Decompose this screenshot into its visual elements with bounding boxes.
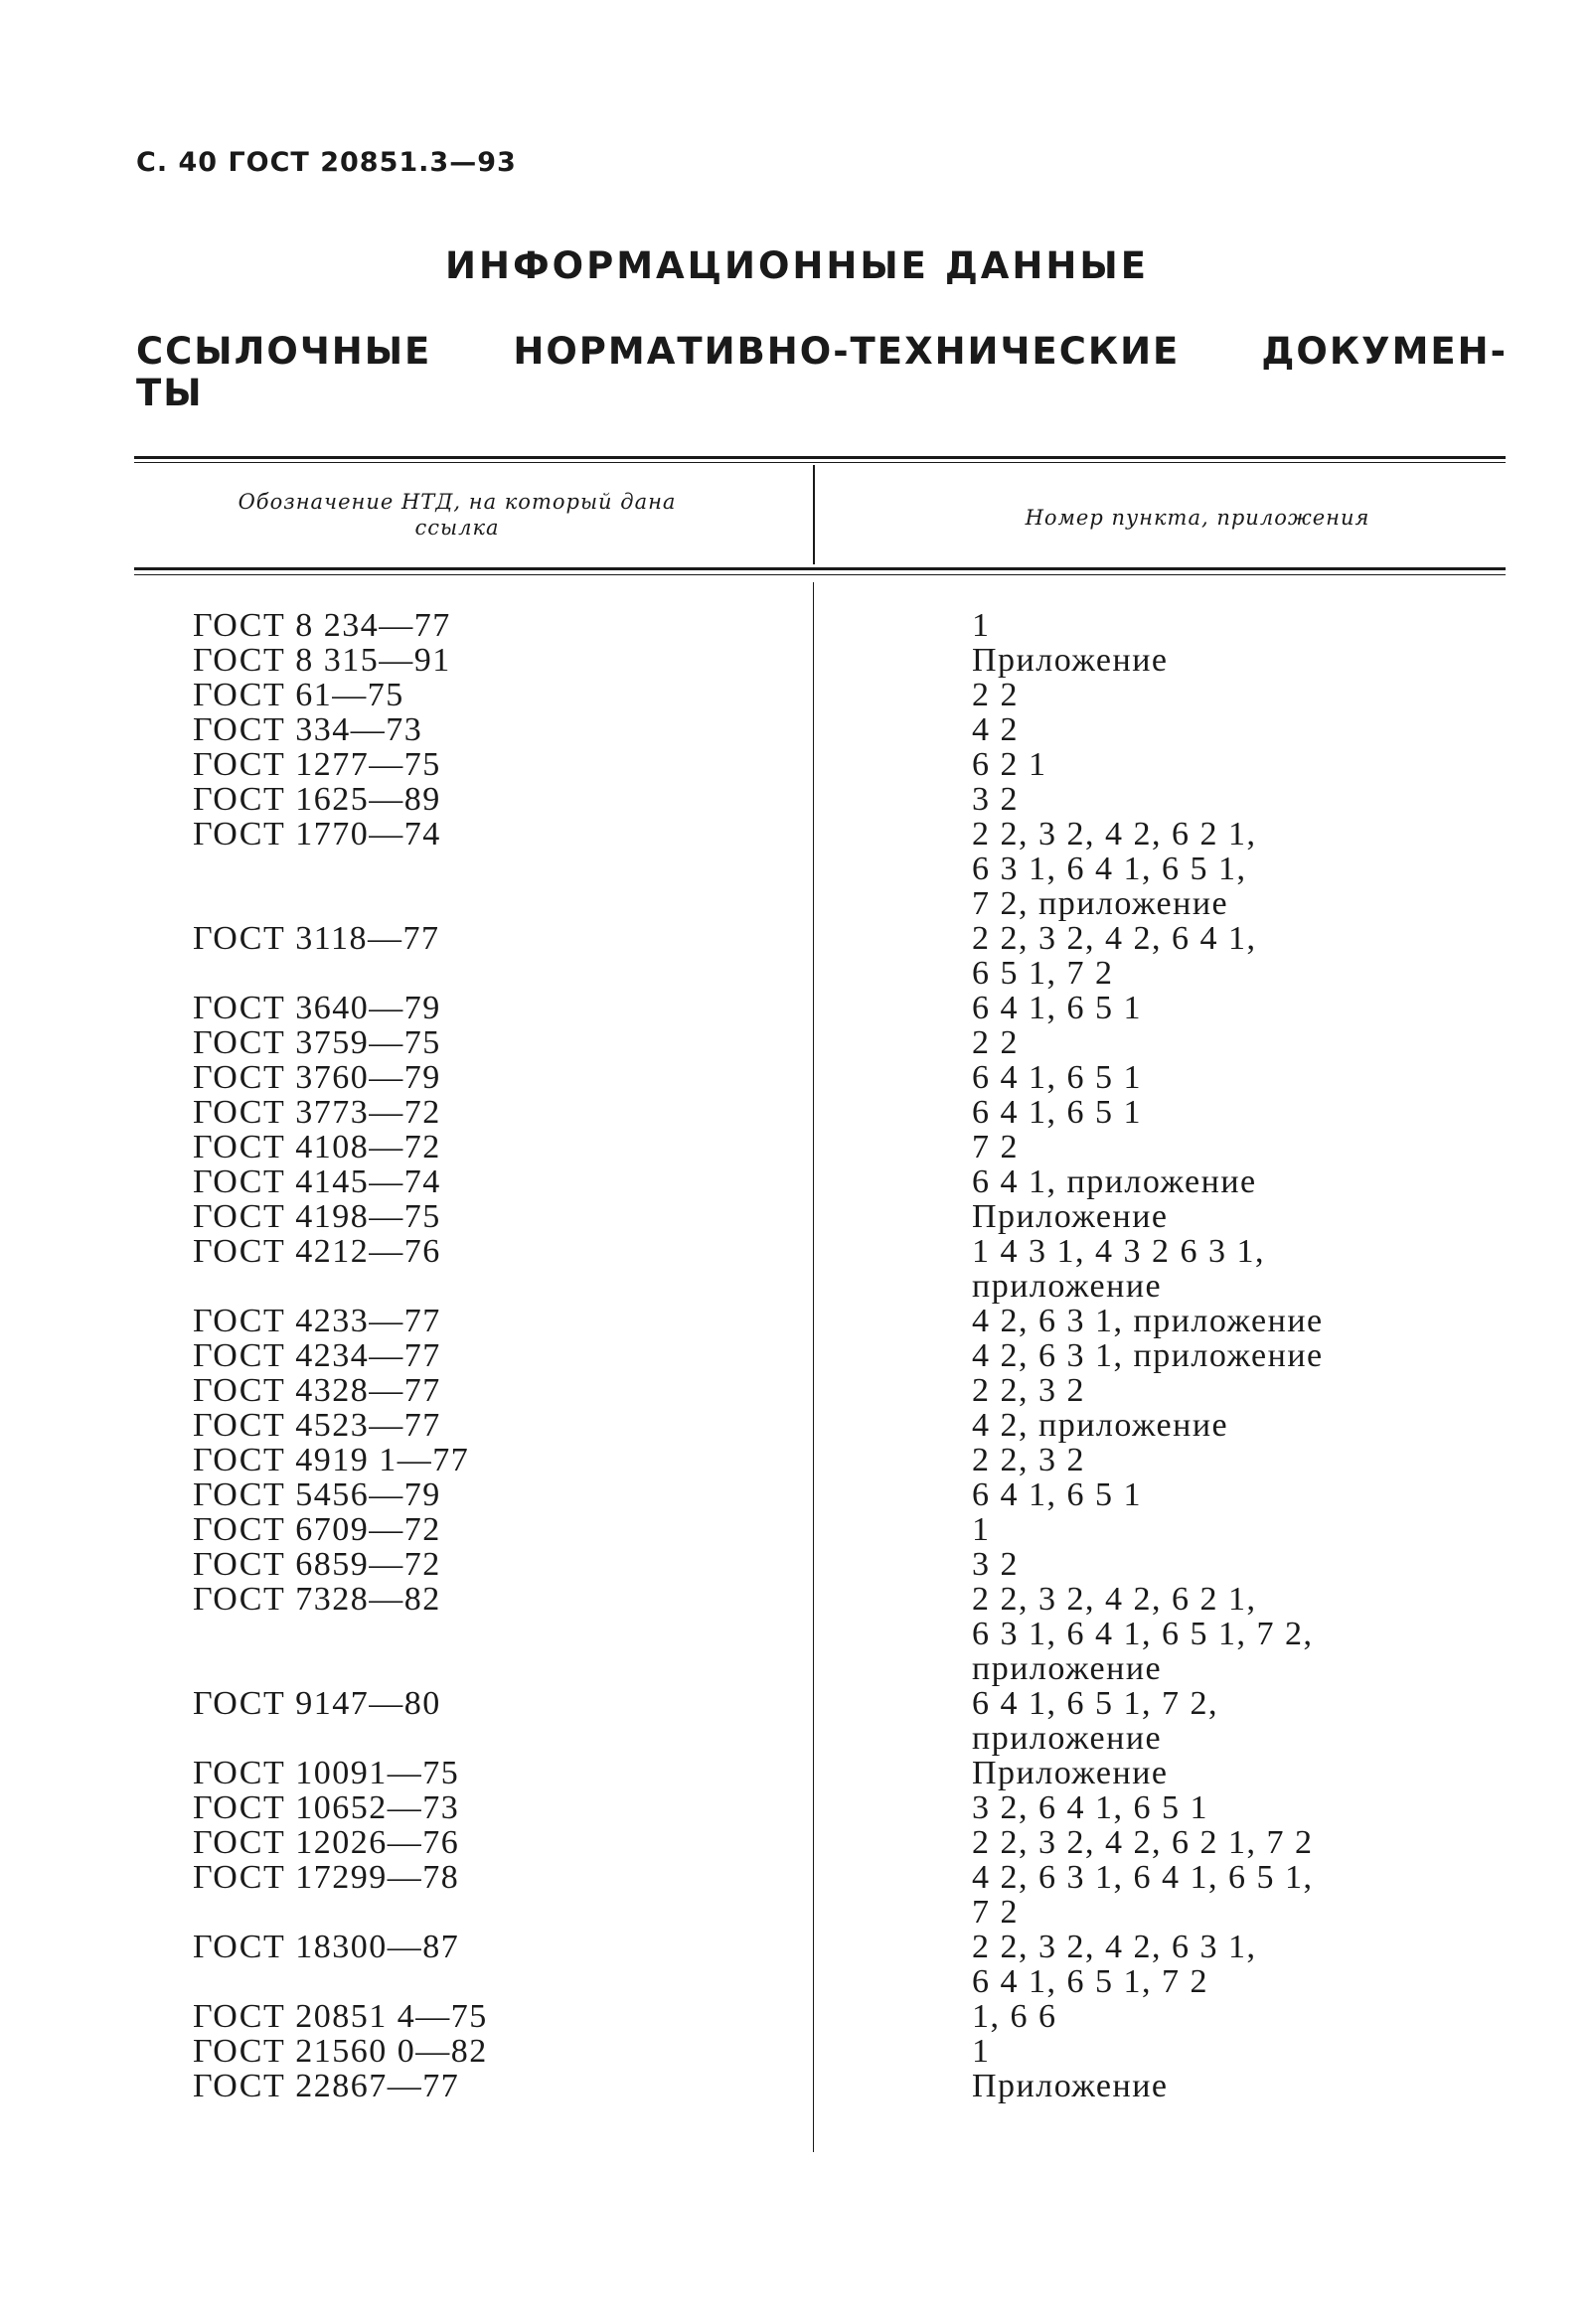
table-row-clause: 7 2 — [972, 1894, 1019, 1931]
table-row-designation: ГОСТ 17299—78 — [193, 1859, 460, 1896]
table-row-clause: 4 2 — [972, 711, 1019, 748]
table-row-clause: Приложение — [972, 642, 1169, 679]
table-row-clause: 2 2, 3 2, 4 2, 6 3 1, — [972, 1929, 1257, 1965]
table-row-designation: ГОСТ 4328—77 — [193, 1372, 441, 1409]
table-row-clause: 6 3 1, 6 4 1, 6 5 1, — [972, 851, 1247, 887]
header-bottom-rule-thin — [134, 574, 1506, 575]
table-row-designation: ГОСТ 6709—72 — [193, 1511, 441, 1548]
table-row-clause: 6 5 1, 7 2 — [972, 955, 1114, 992]
table-top-rule-thin — [134, 462, 1506, 463]
table-row-clause: приложение — [972, 1268, 1163, 1305]
table-row-designation: ГОСТ 10652—73 — [193, 1789, 460, 1826]
table-row-designation: ГОСТ 3773—72 — [193, 1094, 441, 1131]
table-row-clause: 4 2, 6 3 1, 6 4 1, 6 5 1, — [972, 1859, 1314, 1896]
subtitle-line-2: ТЫ — [136, 372, 204, 414]
table-row-designation: ГОСТ 3640—79 — [193, 990, 441, 1026]
table-row-clause: Приложение — [972, 1755, 1169, 1791]
table-row-clause: 2 2 — [972, 677, 1019, 713]
table-row-designation: ГОСТ 6859—72 — [193, 1546, 441, 1583]
subtitle-word-2: НОРМАТИВНО-ТЕХНИЧЕСКИЕ — [513, 330, 1181, 373]
section-subtitle — [136, 331, 1508, 414]
table-row-clause: приложение — [972, 1720, 1163, 1757]
table-row-clause: 6 4 1, приложение — [972, 1163, 1257, 1200]
column-header-clause: Номер пункта, приложения — [1025, 506, 1370, 530]
table-row-clause: 7 2, приложение — [972, 885, 1229, 922]
table-row-designation: ГОСТ 10091—75 — [193, 1755, 460, 1791]
table-row-designation: ГОСТ 9147—80 — [193, 1685, 441, 1722]
table-row-designation: ГОСТ 8 315—91 — [193, 642, 451, 679]
header-column-divider — [813, 465, 815, 564]
table-row-clause: 7 2 — [972, 1129, 1019, 1165]
table-row-designation: ГОСТ 8 234—77 — [193, 607, 451, 644]
body-column-divider — [813, 582, 814, 2152]
table-row-clause: 3 2 — [972, 1546, 1019, 1583]
table-row-clause: 6 3 1, 6 4 1, 6 5 1, 7 2, — [972, 1616, 1314, 1652]
table-row-designation: ГОСТ 4919 1—77 — [193, 1442, 470, 1478]
table-row-clause: 6 2 1 — [972, 746, 1047, 783]
table-row-clause: 6 4 1, 6 5 1 — [972, 1094, 1142, 1131]
table-row-clause: 2 2, 3 2, 4 2, 6 2 1, — [972, 816, 1257, 852]
table-row-clause: 2 2, 3 2, 4 2, 6 4 1, — [972, 920, 1257, 957]
table-row-clause: 2 2, 3 2 — [972, 1442, 1085, 1478]
table-row-clause: 6 4 1, 6 5 1, 7 2, — [972, 1685, 1218, 1722]
table-row-designation: ГОСТ 21560 0—82 — [193, 2033, 488, 2070]
table-row-designation: ГОСТ 3760—79 — [193, 1059, 441, 1096]
table-row-clause: 1 — [972, 2033, 991, 2070]
table-row-clause: 4 2, приложение — [972, 1407, 1229, 1444]
page-header: С. 40 ГОСТ 20851.3—93 — [136, 147, 517, 178]
subtitle-word-1: ССЫЛОЧНЫЕ — [136, 330, 432, 373]
table-row-clause: 1, 6 6 — [972, 1998, 1057, 2035]
table-row-clause: 2 2, 3 2 — [972, 1372, 1085, 1409]
table-row-designation: ГОСТ 7328—82 — [193, 1581, 441, 1618]
table-row-clause: 4 2, 6 3 1, приложение — [972, 1337, 1324, 1374]
table-row-designation: ГОСТ 1770—74 — [193, 816, 441, 852]
table-row-clause: 2 2, 3 2, 4 2, 6 2 1, 7 2 — [972, 1824, 1314, 1861]
header-bottom-rule — [134, 567, 1506, 570]
table-row-clause: 3 2 — [972, 781, 1019, 818]
table-row-clause: Приложение — [972, 1198, 1169, 1235]
table-row-clause: 1 4 3 1, 4 3 2 6 3 1, — [972, 1233, 1265, 1270]
table-row-clause: 6 4 1, 6 5 1, 7 2 — [972, 1963, 1208, 2000]
table-row-designation: ГОСТ 5456—79 — [193, 1476, 441, 1513]
table-row-clause: 2 2, 3 2, 4 2, 6 2 1, — [972, 1581, 1257, 1618]
table-row-designation: ГОСТ 4233—77 — [193, 1303, 441, 1339]
table-row-designation: ГОСТ 4198—75 — [193, 1198, 441, 1235]
table-row-clause: 2 2 — [972, 1024, 1019, 1061]
table-row-designation: ГОСТ 20851 4—75 — [193, 1998, 488, 2035]
table-row-designation: ГОСТ 3118—77 — [193, 920, 440, 957]
table-row-designation: ГОСТ 4234—77 — [193, 1337, 441, 1374]
table-row-clause: 3 2, 6 4 1, 6 5 1 — [972, 1789, 1208, 1826]
table-row-clause: 6 4 1, 6 5 1 — [972, 990, 1142, 1026]
table-row-designation: ГОСТ 1625—89 — [193, 781, 441, 818]
table-row-clause: приложение — [972, 1650, 1163, 1687]
table-row-designation: ГОСТ 4212—76 — [193, 1233, 441, 1270]
table-row-designation: ГОСТ 3759—75 — [193, 1024, 441, 1061]
table-row-designation: ГОСТ 18300—87 — [193, 1929, 460, 1965]
table-row-designation: ГОСТ 334—73 — [193, 711, 423, 748]
table-row-clause: 1 — [972, 1511, 991, 1548]
table-top-rule — [134, 456, 1506, 459]
subtitle-word-3: ДОКУМЕН- — [1261, 330, 1508, 373]
table-row-designation: ГОСТ 4108—72 — [193, 1129, 441, 1165]
table-row-designation: ГОСТ 4523—77 — [193, 1407, 441, 1444]
table-row-clause: 1 — [972, 607, 991, 644]
table-row-designation: ГОСТ 22867—77 — [193, 2068, 460, 2104]
table-row-clause: 4 2, 6 3 1, приложение — [972, 1303, 1324, 1339]
table-row-clause: 6 4 1, 6 5 1 — [972, 1059, 1142, 1096]
table-row-designation: ГОСТ 61—75 — [193, 677, 404, 713]
table-row-designation: ГОСТ 4145—74 — [193, 1163, 441, 1200]
table-row-designation: ГОСТ 1277—75 — [193, 746, 441, 783]
table-row-clause: Приложение — [972, 2068, 1169, 2104]
table-row-designation: ГОСТ 12026—76 — [193, 1824, 460, 1861]
page-title: ИНФОРМАЦИОННЫЕ ДАННЫЕ — [445, 244, 1149, 287]
column-header-designation: Обозначение НТД, на который дана ссылка — [238, 490, 677, 540]
table-row-clause: 6 4 1, 6 5 1 — [972, 1476, 1142, 1513]
